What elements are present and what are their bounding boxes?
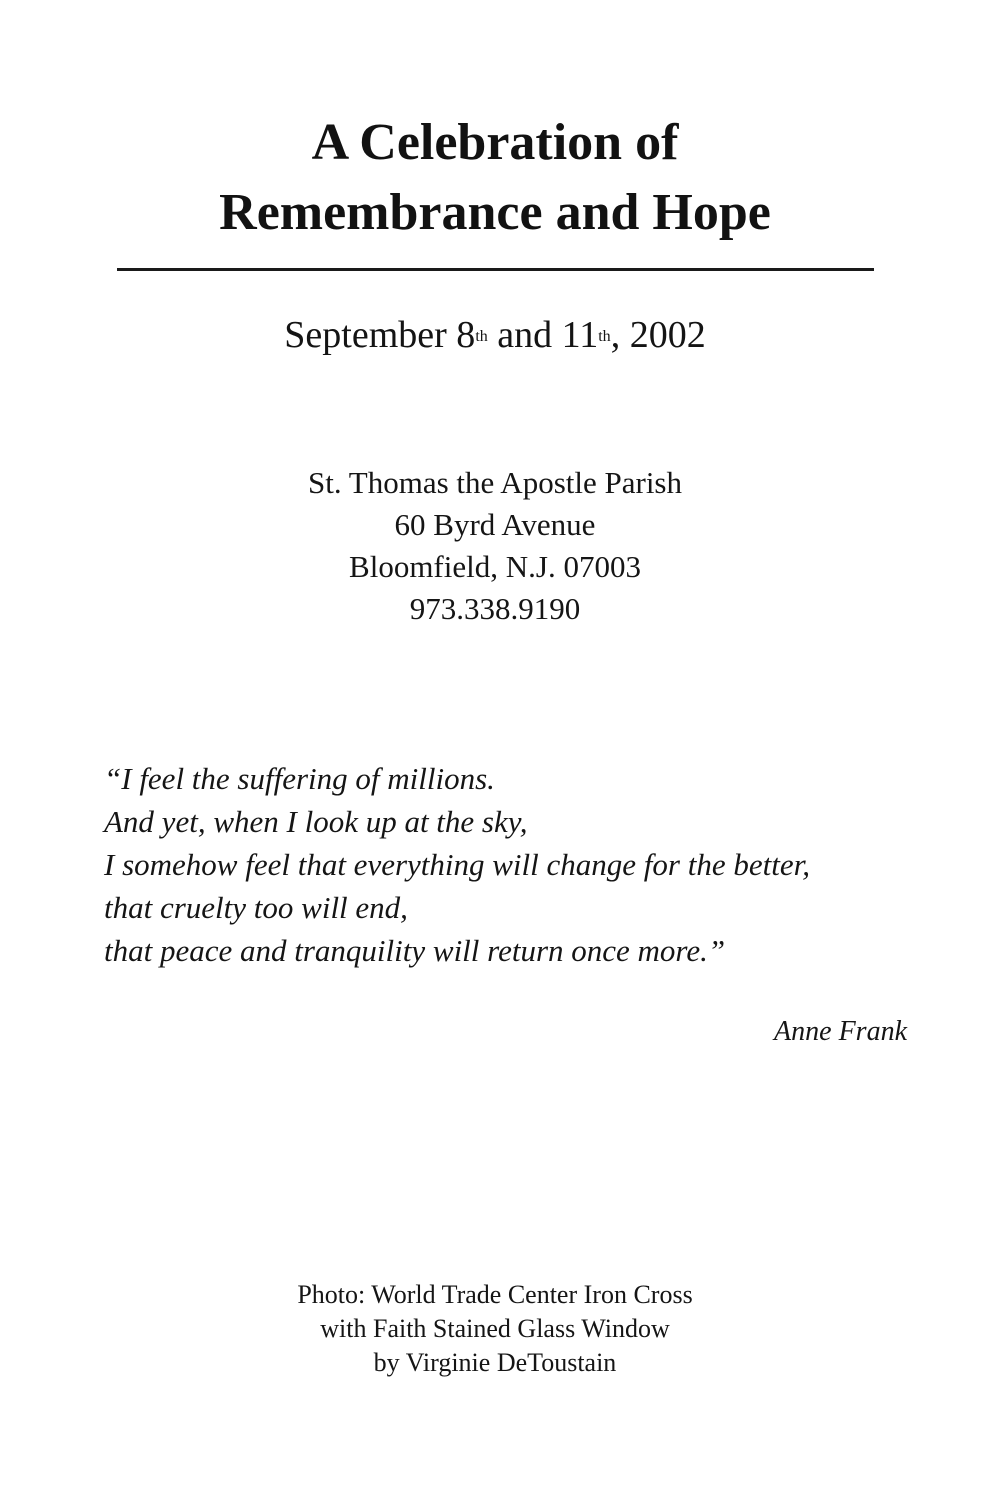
page-title bbox=[0, 108, 990, 248]
title-line-2: Remembrance and Hope bbox=[219, 184, 771, 241]
event-date bbox=[0, 310, 990, 360]
date-ordinal-1: th bbox=[475, 328, 488, 345]
quote-block bbox=[104, 757, 924, 972]
city-state-zip: Bloomfield, N.J. 07003 bbox=[349, 549, 641, 584]
phone-number: 973.338.9190 bbox=[409, 591, 581, 626]
quote-line: I somehow feel that everything will change for the better, bbox=[104, 847, 810, 882]
quote-line: that peace and tranquility will return once more.” bbox=[104, 933, 726, 968]
quote-author: Anne Frank bbox=[774, 1016, 907, 1047]
quote-line: And yet, when I look up at the sky, bbox=[104, 804, 528, 839]
date-year: , 2002 bbox=[610, 314, 706, 356]
parish-address bbox=[0, 462, 990, 630]
quote-line: that cruelty too will end, bbox=[104, 890, 408, 925]
title-divider bbox=[117, 268, 874, 271]
caption-line-1: Photo: World Trade Center Iron Cross bbox=[297, 1280, 693, 1309]
street-address: 60 Byrd Avenue bbox=[394, 507, 596, 542]
caption-line-2: with Faith Stained Glass Window bbox=[320, 1314, 670, 1343]
date-month-day: September 8 bbox=[284, 314, 476, 356]
date-second-day: and 11 bbox=[487, 314, 599, 356]
parish-name: St. Thomas the Apostle Parish bbox=[307, 465, 682, 500]
caption-line-3: by Virginie DeToustain bbox=[373, 1348, 617, 1377]
quote-line: “I feel the suffering of millions. bbox=[104, 761, 495, 796]
date-ordinal-2: th bbox=[598, 328, 611, 345]
photo-caption bbox=[0, 1278, 990, 1380]
title-line-1: A Celebration of bbox=[311, 114, 679, 171]
